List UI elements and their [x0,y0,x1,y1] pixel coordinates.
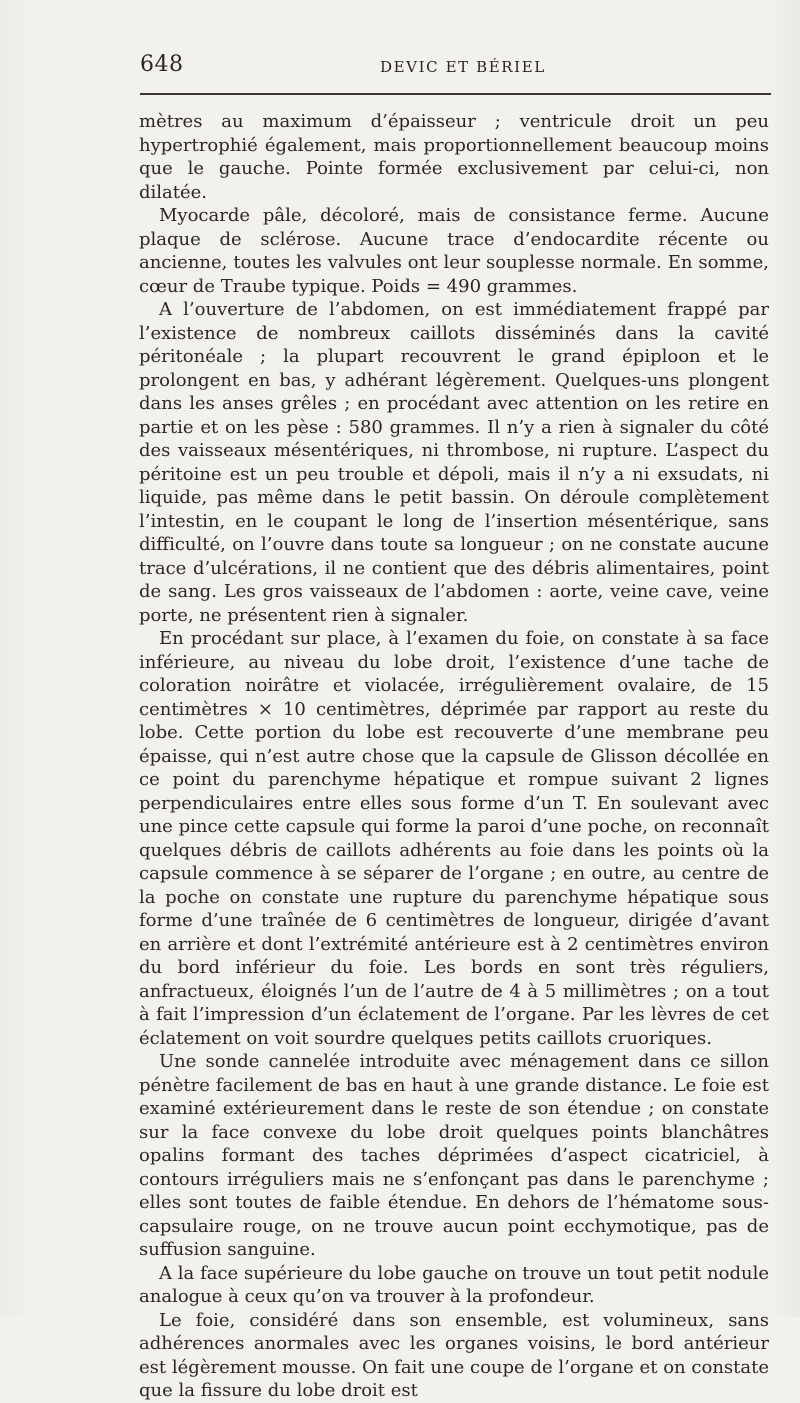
header-rule [140,93,771,95]
paragraph-5: Une sonde cannelée introduite avec ménagement dans ce sillon pénètre facilement de bas en haut à une grande distance. Le foie est examiné extérieurement dans le reste de son étendue ; on constate sur la face convexe du lobe droit quelques points blanchâtres opalins formant des taches déprimées d’aspect cicatriciel, à contours irréguliers mais ne s’enfonçant pas dans le parenchyme ; elles sont toutes de faible étendue. En dehors de l’hématome sous-capsulaire rouge, on ne trouve aucun point ecchymotique, pas de suffusion sanguine. [139,1051,769,1260]
paragraph-1: mètres au maximum d’épaisseur ; ventricule droit un peu hypertrophié également, mais proportionnellement beaucoup moins que le gauche. Pointe formée exclusivement par celui-ci, non dilatée. [139,111,769,203]
paragraph-2: Myocarde pâle, décoloré, mais de consistance ferme. Aucune plaque de sclérose. Aucune trace d’endocardite récente ou ancienne, toutes les valvules ont leur souplesse normale. En somme, cœur de Traube typique. Poids = 490 grammes. [139,205,769,297]
paragraph-6: A la face supérieure du lobe gauche on trouve un tout petit nodule analogue à ceux qu’on va trouver à la profondeur. [139,1262,769,1307]
running-title: DEVIC ET BÉRIEL [380,58,546,76]
paragraph-4: En procédant sur place, à l’examen du foie, on constate à sa face inférieure, au niveau du lobe droit, l’existence d’une tache de coloration noirâtre et violacée, irrégulièrement ovalaire, de 15 centimètres × 10 centimètres, déprimée par rapport au reste du lobe. Cette portion du lobe est recouverte d’une membrane peu épaisse, qui n’est autre chose que la capsule de Glisson décollée en ce point du parenchyme hépatique et rompue suivant 2 lignes perpendiculaires entre elles sous forme d’un T. En soulevant avec une pince cette capsule qui forme la paroi d’une poche, on reconnaît quelques débris de caillots adhérents au foie dans les points où la capsule commence à se séparer de l’organe ; en outre, au centre de la poche on constate une rupture du parenchyme hépatique sous forme d’une traînée de 6 centimètres de longueur, dirigée d’avant en arrière et dont l’extrémité antérieure est à 2 centimètres environ du bord inférieur du foie. Les bords en sont très réguliers, anfractueux, éloignés l’un de l’autre de 4 à 5 millimètres ; on a tout à fait l’impression d’un éclatement de l’organe. Par les lèvres de cet éclatement on voit sourdre quelques petits caillots cruoriques. [139,628,769,1049]
paragraph-3: A l’ouverture de l’abdomen, on est immédiatement frappé par l’existence de nombreux caillots disséminés dans la cavité péritonéale ; la plupart recouvrent le grand épiploon et le prolongent en bas, y adhérant légèrement. Quelques-uns plongent dans les anses grêles ; en procédant avec attention on les retire en partie et on les pèse : 580 grammes. Il n’y a rien à signaler du côté des vaisseaux mésentériques, ni thrombose, ni rupture. L’aspect du péritoine est un peu trouble et dépoli, mais il n’y a ni exsudats, ni liquide, pas même dans le petit bassin. On déroule complètement l’intestin, en le coupant le long de l’insertion mésentérique, sans difficulté, on l’ouvre dans toute sa longueur ; on ne constate aucune trace d’ulcérations, il ne contient que des débris alimentaires, point de sang. Les gros vaisseaux de l’abdomen : aorte, veine cave, veine porte, ne présentent rien à signaler. [139,299,769,626]
body-text [139,110,769,1403]
paragraph-7: Le foie, considéré dans son ensemble, est volumineux, sans adhérences anormales avec les organes voisins, le bord antérieur est légèrement mousse. On fait une coupe de l’organe et on constate que la fissure du lobe droit est [139,1309,769,1401]
running-head [140,52,770,88]
page-number: 648 [140,52,184,77]
